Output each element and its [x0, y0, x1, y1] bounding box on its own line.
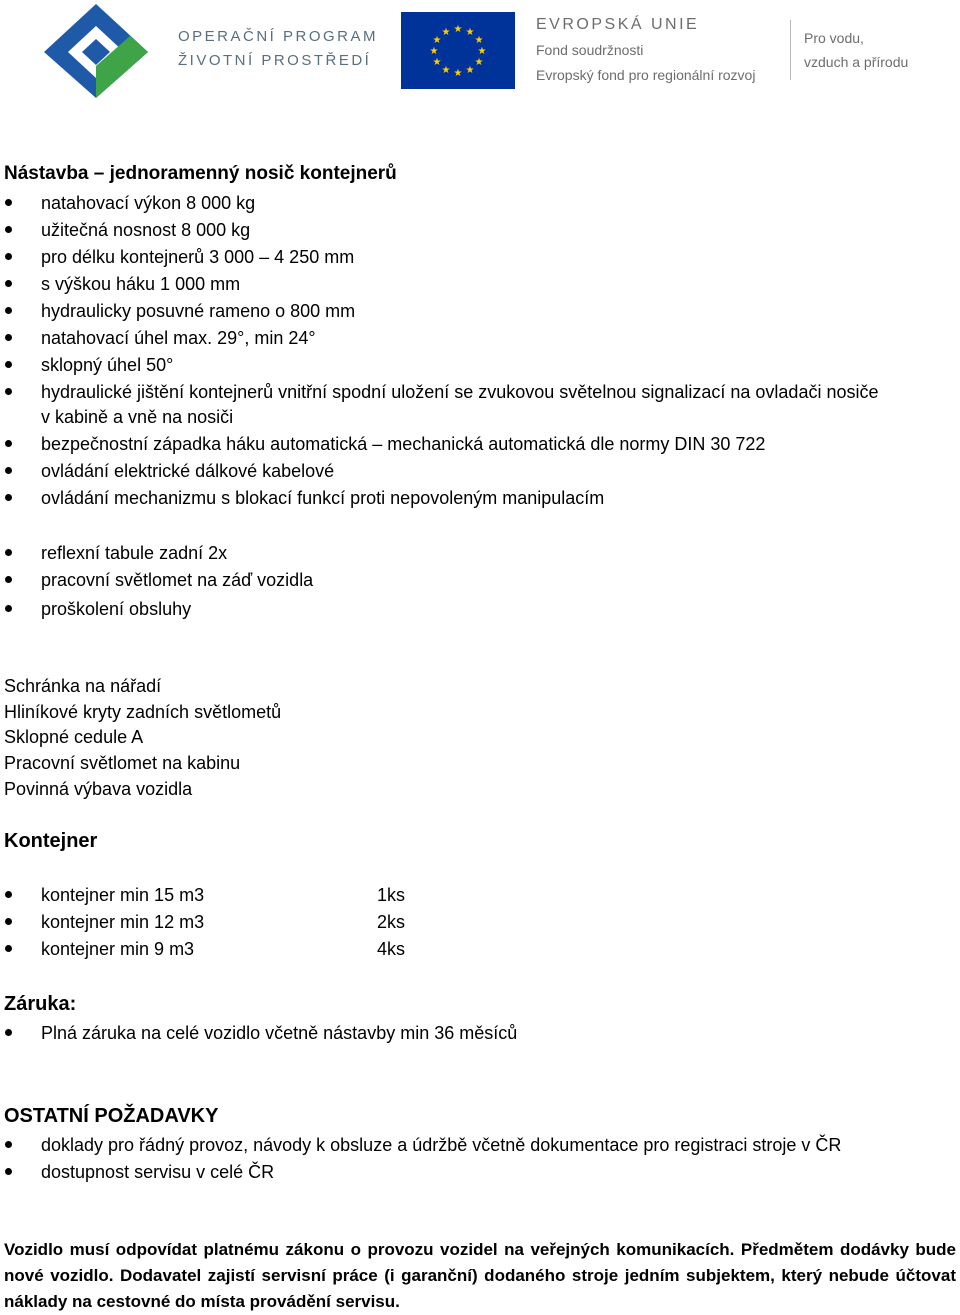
bullet-icon	[5, 549, 12, 556]
kontejner-qty: 2ks	[377, 912, 406, 932]
svg-text:★: ★	[477, 46, 487, 57]
list-item: ovládání elektrické dálkové kabelové	[41, 461, 335, 481]
eu-stars-icon	[401, 12, 515, 89]
list-item: pracovní světlomet na záď vozidla	[41, 570, 314, 590]
svg-text:★: ★	[453, 24, 463, 35]
kontejner-heading: Kontejner	[4, 830, 98, 852]
list-item: hydraulické jištění kontejnerů vnitřní spodní uložení se zvukovou světelnou signalizací na ovladači nosiče	[41, 382, 879, 402]
nastavba-heading: Nástavba – jednoramenný nosič kontejnerů	[4, 163, 397, 184]
svg-text:★: ★	[441, 27, 451, 38]
svg-text:★: ★	[465, 27, 475, 38]
svg-text:★: ★	[441, 65, 451, 76]
eu-fund-1: Fond soudržnosti	[536, 42, 644, 58]
opzp-line2: ŽIVOTNÍ PROSTŘEDÍ	[178, 52, 372, 69]
eu-fund-2: Evropský fond pro regionální rozvoj	[536, 67, 756, 83]
bullet-icon	[5, 945, 12, 952]
list-item: ovládání mechanizmu s blokací funkcí proti nepovoleným manipulacím	[41, 488, 605, 508]
bullet-icon	[5, 1168, 12, 1175]
kontejner-name: kontejner min 9 m3	[41, 939, 195, 959]
svg-text:★: ★	[432, 57, 442, 68]
bullet-icon	[5, 440, 12, 447]
list-item-continuation: v kabině a vně na nosiči	[41, 407, 234, 427]
svg-text:★: ★	[429, 46, 439, 57]
kontejner-name: kontejner min 15 m3	[41, 885, 205, 905]
bullet-icon	[5, 226, 12, 233]
list-item: dostupnost servisu v celé ČR	[41, 1162, 275, 1182]
list-item: bezpečnostní západka háku automatická – mechanická automatická dle normy DIN 30 722	[41, 434, 766, 454]
footer-paragraph: Vozidlo musí odpovídat platnému zákonu o provozu vozidel na veřejných komunikacích. Předmětem dodávky bude nové vozidlo. Dodavatel zajistí servisní práce (i garanční) dodaného stroje jedním subjektem, který nebude účtovat náklady na cestovné do místa provádění servisu.	[4, 1240, 956, 1311]
list-item: pro délku kontejnerů 3 000 – 4 250 mm	[41, 247, 355, 267]
bullet-icon	[5, 334, 12, 341]
bullet-icon	[5, 467, 12, 474]
svg-text:★: ★	[465, 65, 475, 76]
equipment-line: Sklopné cedule A	[4, 727, 144, 747]
list-item: doklady pro řádný provoz, návody k obsluze a údržbě včetně dokumentace pro registraci stroje v ČR	[41, 1135, 842, 1155]
bullet-icon	[5, 253, 12, 260]
equipment-line: Pracovní světlomet na kabinu	[4, 753, 241, 773]
list-item: reflexní tabule zadní 2x	[41, 543, 228, 563]
list-item: hydraulicky posuvné rameno o 800 mm	[41, 301, 356, 321]
list-item: sklopný úhel 50°	[41, 355, 174, 375]
bullet-icon	[5, 307, 12, 314]
bullet-icon	[5, 891, 12, 898]
zaruka-item: Plná záruka na celé vozidlo včetně nástavby min 36 měsíců	[41, 1023, 518, 1043]
svg-text:★: ★	[432, 35, 442, 46]
list-item: natahovací úhel max. 29°, min 24°	[41, 328, 316, 348]
eu-flag	[401, 12, 515, 89]
bullet-icon	[5, 361, 12, 368]
bullet-icon	[5, 199, 12, 206]
bullet-icon	[5, 1141, 12, 1148]
opzp-logo	[38, 2, 158, 98]
zaruka-heading: Záruka:	[4, 993, 77, 1015]
equipment-line: Povinná výbava vozidla	[4, 779, 193, 799]
bullet-icon	[5, 280, 12, 287]
bullet-icon	[5, 388, 12, 395]
equipment-line: Hliníkové kryty zadních světlometů	[4, 702, 282, 722]
bullet-icon	[5, 494, 12, 501]
svg-text:★: ★	[453, 68, 463, 79]
header-divider	[790, 20, 791, 80]
bullet-icon	[5, 918, 12, 925]
eu-title: EVROPSKÁ UNIE	[536, 16, 700, 33]
list-item: natahovací výkon 8 000 kg	[41, 193, 256, 213]
ostatni-heading: OSTATNÍ POŽADAVKY	[4, 1105, 219, 1127]
list-item: užitečná nosnost 8 000 kg	[41, 220, 251, 240]
motto-line1: Pro vodu,	[804, 30, 864, 46]
opzp-logo-mark	[38, 2, 158, 98]
bullet-icon	[5, 1029, 12, 1036]
motto-line2: vzduch a přírodu	[804, 54, 909, 70]
kontejner-name: kontejner min 12 m3	[41, 912, 205, 932]
bullet-icon	[5, 605, 12, 612]
opzp-line1: OPERAČNÍ PROGRAM	[178, 28, 379, 45]
equipment-line: Schránka na nářadí	[4, 676, 162, 696]
bullet-icon	[5, 576, 12, 583]
list-item: proškolení obsluhy	[41, 599, 192, 619]
list-item: s výškou háku 1 000 mm	[41, 274, 241, 294]
kontejner-qty: 1ks	[377, 885, 406, 905]
svg-text:★: ★	[474, 57, 484, 68]
svg-text:★: ★	[474, 35, 484, 46]
kontejner-qty: 4ks	[377, 939, 406, 959]
